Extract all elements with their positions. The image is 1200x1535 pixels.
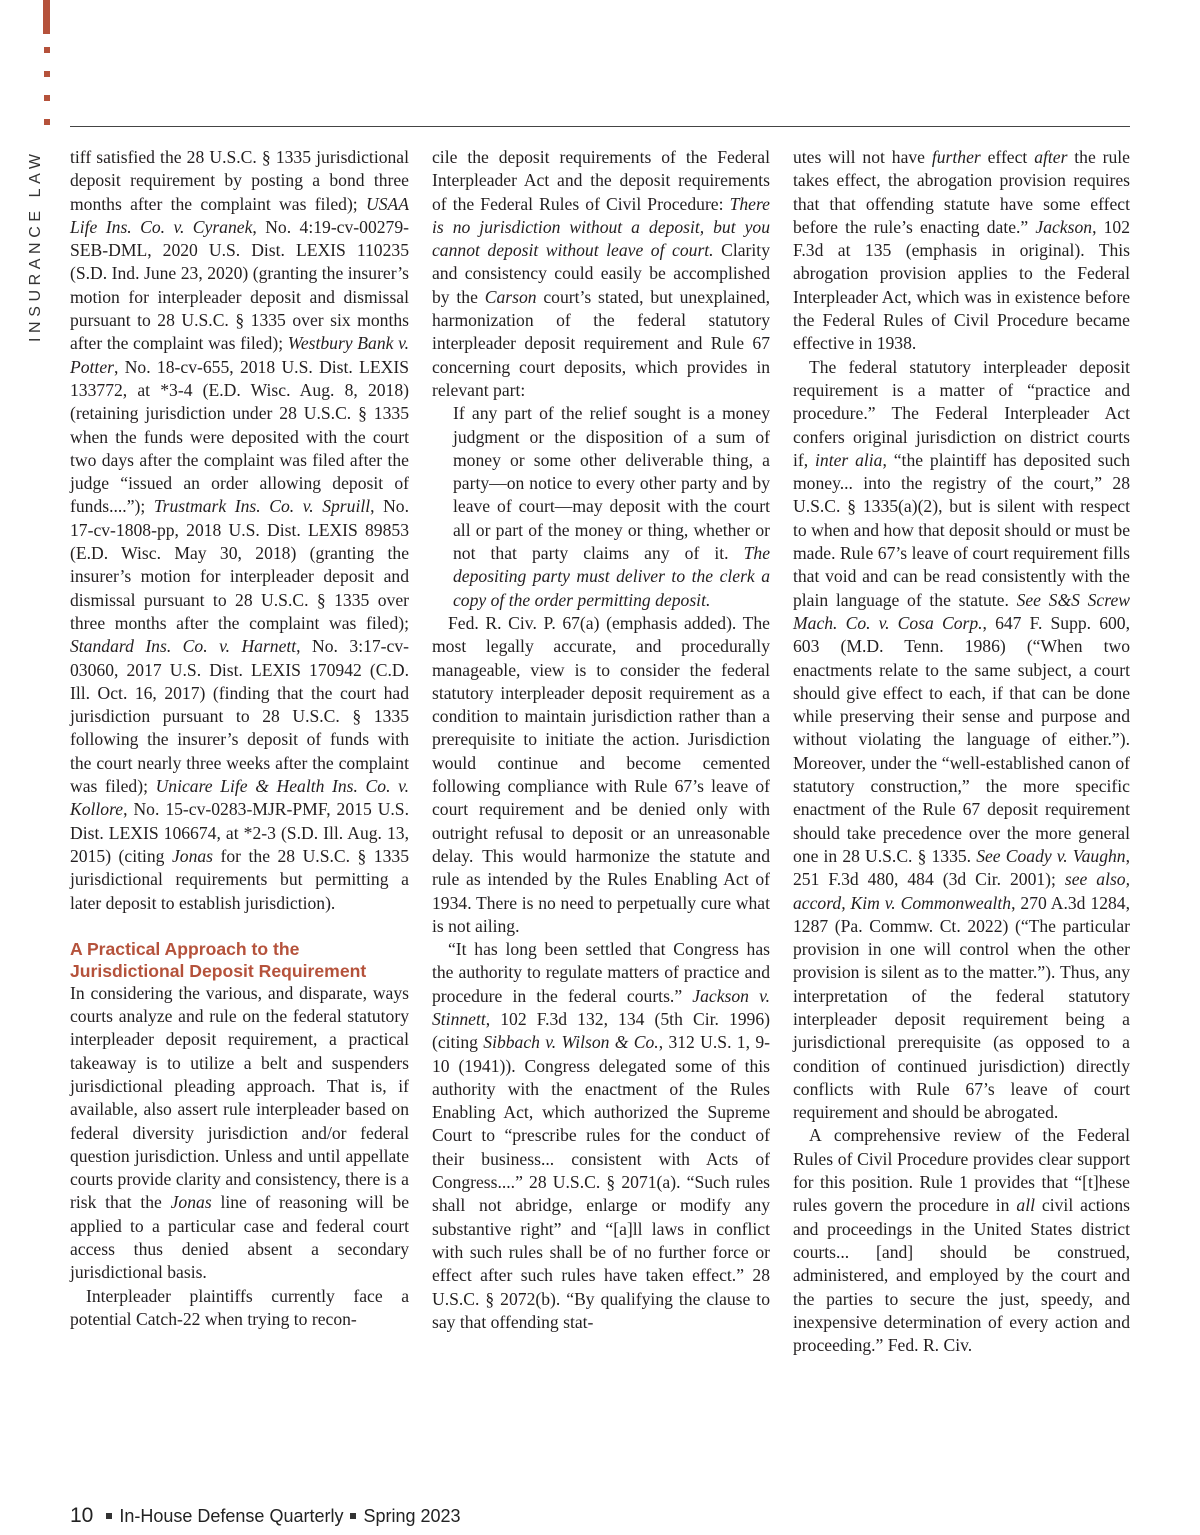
paragraph: In considering the various, and disparate, ways courts analyze and rule on the federal statutory interpleader deposit requirement, a practical takeaway is to utilize a belt and suspenders jurisdictional pleading approach. That is, if available, also assert rule interpleader based on federal diversity jurisdiction and/or federal question jurisdiction. Unless and until appellate courts provide clarity and consistency, there is a risk that the Jonas line of reasoning will be applied to a particular case and federal court access thus denied absent a secondary jurisdictional basis. (70, 982, 410, 1283)
header-rule (70, 126, 1130, 127)
column-2 (432, 146, 770, 1334)
sidebar-accent-square (44, 95, 50, 101)
page-number: 10 (70, 1504, 94, 1527)
publication-name: In-House Defense Quarterly (119, 1506, 344, 1526)
paragraph: Fed. R. Civ. P. 67(a) (emphasis added). The most legally accurate, and procedurally manageable, view is to consider the federal statutory interpleader deposit requirement as a condition to maintain jurisdiction rather than a prerequisite to initiate the action. Jurisdiction would continue and become cemented following compliance with Rule 67’s leave of court requirement and be denied only with outright refusal to deposit or an unreasonable delay. This would harmonize the statute and rule as intended by the Rules Enabling Act of 1934. There is no need to perpetually cure what is not ailing. (432, 612, 770, 936)
sidebar-accent-bar (43, 0, 50, 34)
paragraph: A comprehensive review of the Federal Rules of Civil Procedure provides clear support for this position. Rule 1 provides that “[t]hese rules govern the procedure in all civil actions and proceedings in the United States district courts... [and] should be construed, administered, and employed by the court and the parties to secure the just, speedy, and inexpensive determination of every action and proceeding.” Fed. R. Civ. (793, 1125, 1130, 1356)
paragraph: “It has long been settled that Congress has the authority to regulate matters of practice and procedure in the federal courts.” Jackson v. Stinnett, 102 F.3d 132, 134 (5th Cir. 1996) (citing Sibbach v. Wilson & Co., 312 U.S. 1, 9-10 (1941)). Congress delegated some of this authority with the enactment of the Rules Enabling Act, which authorized the Supreme Court to “prescribe rules for the conduct of their business... consistent with Acts of Congress....” 28 U.S.C. § 2071(a). “Such rules shall not abridge, enlarge or modify any substantive right” and “[a]ll laws in conflict with such rules shall be of no further force or effect after such rules have taken effect.” 28 U.S.C. § 2072(b). “By qualifying the clause to say that offending stat- (432, 939, 770, 1332)
section-heading: A Practical Approach to the Jurisdictional Deposit Requirement (70, 938, 367, 981)
issue-label: Spring 2023 (363, 1506, 461, 1526)
paragraph: tiff satisfied the 28 U.S.C. § 1335 jurisdictional deposit requirement by posting a bond three months after the complaint was filed); USAA Life Ins. Co. v. Cyranek, No. 4:19-cv-00279-SEB-DML, 2020 U.S. Dist. LEXIS 110235 (S.D. Ind. June 23, 2020) (granting the insurer’s motion for interpleader deposit and dismissal pursuant to 28 U.S.C. § 1335 over six months after the complaint was filed); Westbury Bank v. Potter, No. 18-cv-655, 2018 U.S. Dist. LEXIS 133772, at *3-4 (E.D. Wisc. Aug. 8, 2018) (retaining jurisdiction under 28 U.S.C. § 1335 when the funds were deposited with the court two days after the complaint was filed after the judge “issued an order allowing deposit of funds....”); Trustmark Ins. Co. v. Spruill, No. 17-cv-1808-pp, 2018 U.S. Dist. LEXIS 89853 (E.D. Wisc. May 30, 2018) (granting the insurer’s motion for interpleader deposit and dismissal pursuant to 28 U.S.C. § 1335 over three months after the complaint was filed); Standard Ins. Co. v. Harnett, No. 3:17-cv-03060, 2017 U.S. Dist. LEXIS 170942 (C.D. Ill. Oct. 16, 2017) (finding that the court had jurisdiction pursuant to 28 U.S.C. § 1335 following the insurer’s deposit of funds with the court nearly three weeks after the complaint was filed); Unicare Life & Health Ins. Co. v. Kollore, No. 15-cv-0283-MJR-PMF, 2015 U.S. Dist. LEXIS 106674, at *2-3 (S.D. Ill. Aug. 13, 2015) (citing Jonas for the 28 U.S.C. § 1335 jurisdictional requirements but permitting a later deposit to establish jurisdiction). (70, 147, 410, 913)
block-quote: If any part of the relief sought is a money judgment or the disposition of a sum of money or some other deliverable thing, a party—on notice to every other party and by leave of court—may deposit with the court all or part of the money or thing, whether or not that party claims any of it. The depositing party must deliver to the clerk a copy of the order permitting deposit. (453, 403, 770, 610)
paragraph: Interpleader plaintiffs currently face a potential Catch-22 when trying to recon- (70, 1285, 409, 1329)
paragraph: utes will not have further effect after the rule takes effect, the abrogation provision requires that that offending statute have some effect before the rule’s enacting date.” Jackson, 102 F.3d at 135 (emphasis in original). This abrogation provision applies to the Federal Interpleader Act, which was in existence before the Federal Rules of Civil Procedure became effective in 1938. (793, 147, 1131, 354)
page-footer (70, 1504, 461, 1528)
paragraph: cile the deposit requirements of the Federal Interpleader Act and the deposit requirements of the Federal Rules of Civil Procedure: There is no jurisdiction without a deposit, but you cannot deposit without leave of court. Clarity and consistency could easily be accomplished by the Carson court’s stated, but unexplained, harmonization of the federal statutory interpleader deposit requirement and Rule 67 concerning court deposits, which provides in relevant part: (432, 147, 770, 400)
bullet-separator (106, 1513, 112, 1519)
column-3 (793, 146, 1130, 1357)
sidebar-accent-square (44, 47, 50, 53)
sidebar-accent-square (44, 71, 50, 77)
column-1 (70, 146, 409, 1331)
bullet-separator (350, 1513, 356, 1519)
section-tag: INSURANCE LAW (27, 149, 44, 342)
sidebar-accent-square (44, 119, 50, 125)
paragraph: The federal statutory interpleader deposit requirement is a matter of “practice and procedure.” The Federal Interpleader Act confers original jurisdiction on district courts if, inter alia, “the plaintiff has deposited such money... into the registry of the court,” 28 U.S.C. § 1335(a)(2), but is silent with respect to when and how that deposit should or must be made. Rule 67’s leave of court requirement fills that void and can be read consistently with the plain language of the statute. See S&S Screw Mach. Co. v. Cosa Corp., 647 F. Supp. 600, 603 (M.D. Tenn. 1986) (“When two enactments relate to the same subject, a court should give effect to each, if that can be done while preserving their sense and purpose and without violating the language of either.”). Moreover, under the “well-established canon of statutory construction,” the more specific enactment of the Rule 67 deposit requirement should take precedence over the more general one in 28 U.S.C. § 1335. See Coady v. Vaughn, 251 F.3d 480, 484 (3d Cir. 2001); see also, accord, Kim v. Commonwealth, 270 A.3d 1284, 1287 (Pa. Commw. Ct. 2022) (“The particular provision in one will control when the other provision is silent as to the matter.”). Thus, any interpretation of the federal statutory interpleader deposit requirement being a jurisdictional prerequisite (as opposed to a condition of continued jurisdiction) directly conflicts with Rule 67’s leave of court requirement and should be abrogated. (793, 356, 1130, 1123)
